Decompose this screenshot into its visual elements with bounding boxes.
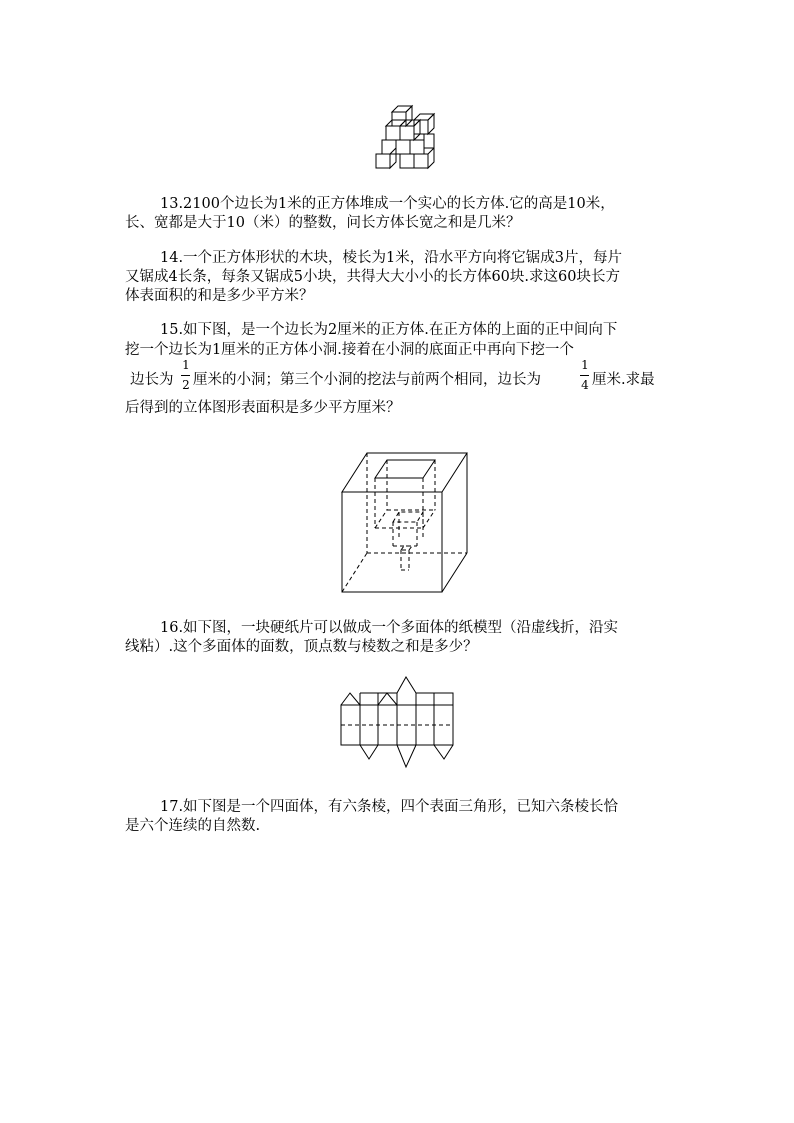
polyhedron-net-figure <box>340 675 455 770</box>
problem-16-line-1: 16.如下图，一块硬纸片可以做成一个多面体的纸模型（沿虚线折，沿实 <box>160 620 619 636</box>
problem-14-line-2: 又锯成4长条，每条又锯成5小块，共得大大小小的长方体60块.求这60块长方 <box>125 269 620 285</box>
problem-15-line-3c: 厘米.求最 <box>592 372 655 388</box>
fraction-2-numerator: 1 <box>581 358 589 372</box>
problem-14-line-1: 14.一个正方体形状的木块，棱长为1米，沿水平方向将它锯成3片，每片 <box>160 250 623 266</box>
problem-13-line-2: 长、宽都是大于10（米）的整数，问长方体长宽之和是几米？ <box>125 215 521 231</box>
cube-with-holes-figure <box>335 450 475 595</box>
fraction-1-numerator: 1 <box>182 358 190 372</box>
problem-15-line-4: 后得到的立体图形表面积是多少平方厘米？ <box>125 400 401 416</box>
problem-16-line-2: 线粘）.这个多面体的面数，顶点数与棱数之和是多少？ <box>125 639 478 655</box>
problem-15-line-2: 挖一个边长为1厘米的正方体小洞.接着在小洞的底面正中再向下挖一个 <box>125 342 574 358</box>
problem-17-line-2: 是六个连续的自然数. <box>125 818 261 834</box>
stacked-cubes-figure <box>370 100 450 175</box>
fraction-1-bar <box>181 375 190 376</box>
problem-15-line-1: 15.如下图，是一个边长为2厘米的正方体.在正方体的上面的正中间向下 <box>160 322 618 338</box>
fraction-2-denominator: 4 <box>581 378 589 392</box>
problem-13-line-1: 13.2100个边长为1米的正方体堆成一个实心的长方体.它的高是10米， <box>160 196 615 212</box>
fraction-2-bar <box>580 375 589 376</box>
fraction-1-denominator: 2 <box>182 378 190 392</box>
problem-15-line-3b: 厘米的小洞；第三个小洞的挖法与前两个相同，边长为 <box>193 372 541 388</box>
problem-17-line-1: 17.如下图是一个四面体，有六条棱，四个表面三角形，已知六条棱长恰 <box>160 799 619 815</box>
problem-15-line-3a: 边长为 <box>130 372 174 388</box>
problem-14-line-3: 体表面积的和是多少平方米？ <box>125 288 314 304</box>
